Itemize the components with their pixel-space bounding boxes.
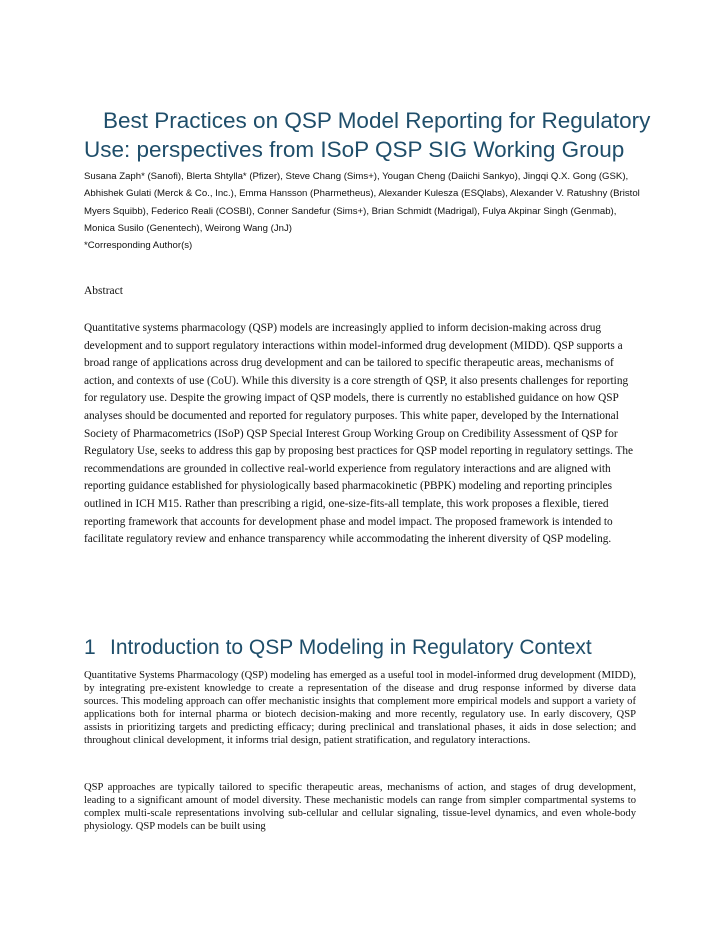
- abstract-body: Quantitative systems pharmacology (QSP) models are increasingly applied to inform decision-making across drug development and to support regulatory interactions within model-informed drug development (MIDD). QSP supports a broad range of applications across drug development and can be tailored to specific therapeutic areas, mechanisms of action, and contexts of use (CoU). While this diversity is a core strength of QSP, it also presents challenges for reporting for regulatory use. Despite the growing impact of QSP models, there is currently no established guidance on how QSP analyses should be documented and reported for regulatory purposes. This white paper, developed by the International Society of Pharmacometrics (ISoP) QSP Special Interest Group Working Group on Credibility Assessment of QSP for Regulatory Use, seeks to address this gap by proposing best practices for QSP model reporting in regulatory settings. The recommendations are grounded in collective real-world experience from regulatory interactions and are aligned with reporting guidance established for physiologically based pharmacokinetic (PBPK) modeling and reporting principles outlined in ICH M15. Rather than prescribing a rigid, one-size-fits-all template, this work proposes a flexible, tiered reporting framework that accounts for development phase and model impact. The proposed framework is intended to facilitate regulatory review and enhance transparency while accommodating the inherent diversity of QSP modeling.: [84, 322, 634, 546]
- abstract-heading: Abstract: [84, 285, 123, 297]
- author-list: Susana Zaph* (Sanofi), Blerta Shtylla* (Pfizer), Steve Chang (Sims+), Yougan Cheng (Daiichi Sankyo), Jingqi Q.X. Gong (GSK), Abhishek Gulati (Merck & Co., Inc.), Emma Hansson (Pharmetheus), Alexander Kulesza (ESQlabs), Alexander V. Ratushny (Bristol Myers Squibb), Federico Reali (COSBI), Conner Sandefur (Sims+), Brian Schmidt (Madrigal), Fulya Akpinar Singh (Genmab), Monica Susilo (Genentech), Weirong Wang (JnJ): [84, 171, 640, 235]
- intro-paragraph-2: QSP approaches are typically tailored to specific therapeutic areas, mechanisms of action, and stages of drug development, leading to a significant amount of model diversity. These mechanistic models can range from simpler compartmental systems to complex multi-scale representations involving sub-cellular and cellular signaling, tissue-level dynamics, and even whole-body physiology. QSP models can be built using: [84, 782, 636, 833]
- section-title: Introduction to QSP Modeling in Regulatory Context: [110, 636, 592, 659]
- paper-title: Best Practices on QSP Model Reporting for Regulatory Use: perspectives from ISoP QSP SIG Working Group: [84, 108, 651, 162]
- section-heading: [84, 634, 654, 662]
- corresponding-author-note: *Corresponding Author(s): [84, 240, 193, 251]
- section-number: 1: [84, 636, 96, 659]
- intro-paragraph-1: Quantitative Systems Pharmacology (QSP) modeling has emerged as a useful tool in model-informed drug development (MIDD), by integrating pre-existent knowledge to create a representation of the disease and drug response informed by diverse data sources. This modeling approach can offer mechanistic insights that complement more empirical models and support a variety of applications both for internal pharma or biotech decision-making and more recently, regulatory use. In early discovery, QSP assists in prioritizing targets and predicting efficacy; during preclinical and translational phases, it aids in dose selection; and throughout clinical development, it informs trial design, patient stratification, and regulatory interactions.: [84, 670, 636, 747]
